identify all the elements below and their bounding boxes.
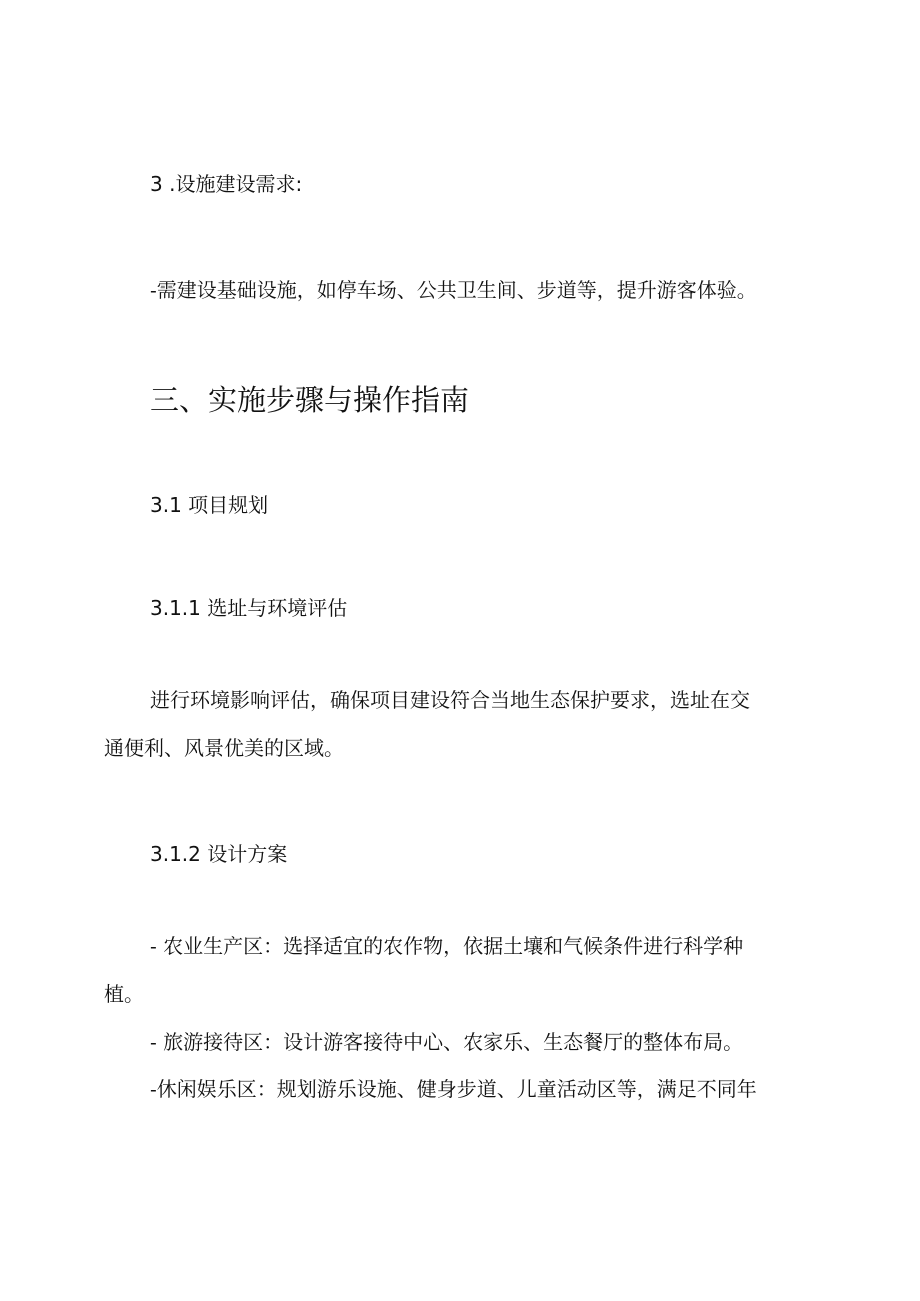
subsection-3-1-heading: 3.1 项目规划	[150, 493, 269, 517]
chapter-heading: 三、实施步骤与操作指南	[150, 383, 470, 417]
list-item-line: - 农业生产区：选择适宜的农作物，依据土壤和气候条件进行科学种	[150, 934, 744, 958]
subsection-3-1-2-heading: 3.1.2 设计方案	[150, 842, 288, 866]
section-3-bullet: -需建设基础设施，如停车场、公共卫生间、步道等，提升游客体验。	[150, 278, 757, 302]
paragraph-line: 进行环境影响评估，确保项目建设符合当地生态保护要求，选址在交	[150, 688, 750, 712]
list-item-line: 植。	[104, 982, 144, 1006]
section-3-heading: 3 .设施建设需求:	[150, 172, 303, 196]
list-item: -休闲娱乐区：规划游乐设施、健身步道、儿童活动区等，满足不同年	[150, 1077, 757, 1101]
list-item: - 旅游接待区：设计游客接待中心、农家乐、生态餐厅的整体布局。	[150, 1030, 744, 1054]
paragraph-line: 通便利、风景优美的区域。	[104, 736, 344, 760]
subsection-3-1-1-heading: 3.1.1 选址与环境评估	[150, 596, 348, 620]
